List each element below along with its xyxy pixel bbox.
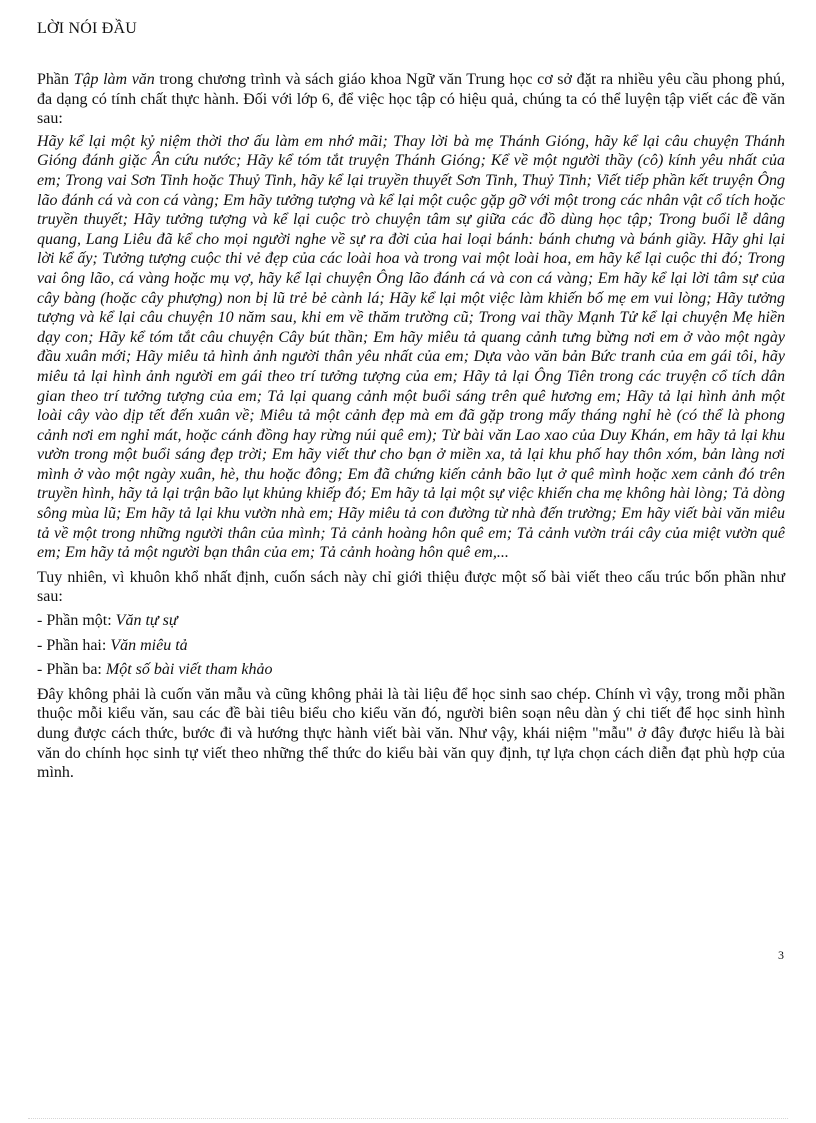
page-bottom-divider (28, 1118, 788, 1119)
part-item-three (37, 660, 785, 680)
part-name: Văn miêu tả (110, 636, 188, 654)
part-label: - Phần một: (37, 612, 116, 630)
part-name: Một số bài viết tham khảo (105, 661, 273, 679)
part-item-one (37, 611, 785, 631)
part-item-two (37, 636, 785, 656)
topics-paragraph: Hãy kể lại một kỷ niệm thời thơ ấu làm em nhớ mãi; Thay lời bà mẹ Thánh Gióng, hãy kể lại câu chuyện Thánh Gióng đánh giặc Ân cứu nước; Hãy kể tóm tắt truyện Thánh Gióng; Kể về một người thầy (cô) kính yêu nhất của em; Trong vai Sơn Tinh hoặc Thuỷ Tinh, hãy kể lại truyền thuyết Sơn Tinh, Thuỷ Tinh; Viết tiếp phần kết truyện Ông lão đánh cá và con cá vàng; Em hãy tưởng tượng và kể lại một cuộc gặp gỡ với một trong các nhân vật cổ tích hoặc truyền thuyết; Hãy tưởng tượng và kể lại cuộc trò chuyện tâm sự giữa các đồ dùng học tập; Trong buổi lễ dâng quang, Lang Liêu đã kể cho mọi người nghe về sự ra đời của hai loại bánh: bánh chưng và bánh giầy. Hãy ghi lại lời kể ấy; Tưởng tượng cuộc thi vẻ đẹp của các loài hoa và trong vai một loài hoa, em hãy kể lại cuộc thi đó; Trong vai ông lão, cá vàng hoặc mụ vợ, hãy kể lại chuyện Ông lão đánh cá và con cá vàng; Em hãy kể lại lời tâm sự của cây bàng (hoặc cây phượng) non bị lũ trẻ bẻ cành lá; Hãy kể lại một việc làm khiến bố mẹ em vui lòng; Hãy tưởng tượng và kể lại câu chuyện 10 năm sau, khi em về thăm trường cũ; Trong vai thầy Mạnh Tử kể lại chuyện Mẹ hiền dạy con; Hãy kể tóm tắt câu chuyện Cây bút thần; Em hãy miêu tả quang cảnh tưng bừng nơi em ở vào một ngày đầu xuân mới; Hãy miêu tả hình ảnh người thân yêu nhất của em; Dựa vào văn bản Bức tranh của em gái tôi, hãy miêu tả lại hình ảnh người em gái theo trí tưởng tượng của em; Hãy tả lại Ông Tiên trong các truyện cổ tích dân gian theo trí tưởng tượng của em; Tả lại quang cảnh một buổi sáng trên quê hương em; Hãy tả lại hình ảnh một loài cây vào dịp tết đến xuân về; Miêu tả một cảnh đẹp mà em đã gặp trong mấy tháng nghỉ hè (có thể là phong cảnh nơi em nghỉ mát, hoặc cánh đồng hay rừng núi quê em); Từ bài văn Lao xao của Duy Khán, em hãy tả lại khu vườn trong một buổi sáng đẹp trời; Em hãy viết thư cho bạn ở miền xa, tả lại khu phố hay thôn xóm, bản làng nơi mình ở vào một ngày xuân, hè, thu hoặc đông; Em đã chứng kiến cảnh bão lụt ở quê mình hoặc xem cảnh đó trên truyền hình, hãy tả lại trận bão lụt khủng khiếp đó; Em hãy tả lại một sự việc khiến cha mẹ không hài lòng; Tả dòng sông mùa lũ; Em hãy tả lại khu vườn nhà em; Hãy miêu tả con đường từ nhà đến trường; Em hãy viết bài văn miêu tả về một trong những người thân của mình; Tả cảnh hoàng hôn quê em; Tả cảnh vườn trái cây của miệt vườn quê em; Em hãy tả một người bạn thân của em; Tả cảnh hoàng hôn quê em,... (37, 132, 785, 562)
part-name: Văn tự sự (115, 612, 178, 630)
intro-emphasis: Tập làm văn (73, 71, 155, 88)
intro-paragraph (37, 70, 785, 129)
page-number: 3 (778, 948, 784, 962)
scope-paragraph: Tuy nhiên, vì khuôn khổ nhất định, cuốn sách này chỉ giới thiệu được một số bài viết theo cấu trúc bốn phần như sau: (37, 568, 785, 606)
page-heading: LỜI NÓI ĐẦU (37, 20, 137, 37)
intro-before: Phần (37, 71, 74, 88)
body-text (37, 70, 785, 783)
closing-paragraph: Đây không phải là cuốn văn mẫu và cũng không phải là tài liệu để học sinh sao chép. Chính vì vậy, trong mỗi phần thuộc mỗi kiểu văn, sau các đề bài tiêu biểu cho kiểu văn đó, người biên soạn nêu dàn ý chi tiết để học sinh hình dung được cách thức, bước đi và hướng thực hành viết bài văn. Như vậy, khái niệm "mẫu" ở đây được hiểu là bài văn do chính học sinh tự viết theo những thể thức do kiểu bài văn quy định, tự lựa chọn cách diễn đạt phù hợp của mình. (37, 685, 785, 782)
part-label: - Phần ba: (37, 661, 106, 679)
part-label: - Phần hai: (37, 636, 111, 654)
intro-after: trong chương trình và sách giáo khoa Ngữ văn Trung học cơ sở đặt ra nhiều yêu cầu phong phú, đa dạng có tính chất thực hành. Đối với lớp 6, để việc học tập có hiệu quả, chúng ta có thể luyện tập viết các đề văn sau: (37, 71, 786, 128)
